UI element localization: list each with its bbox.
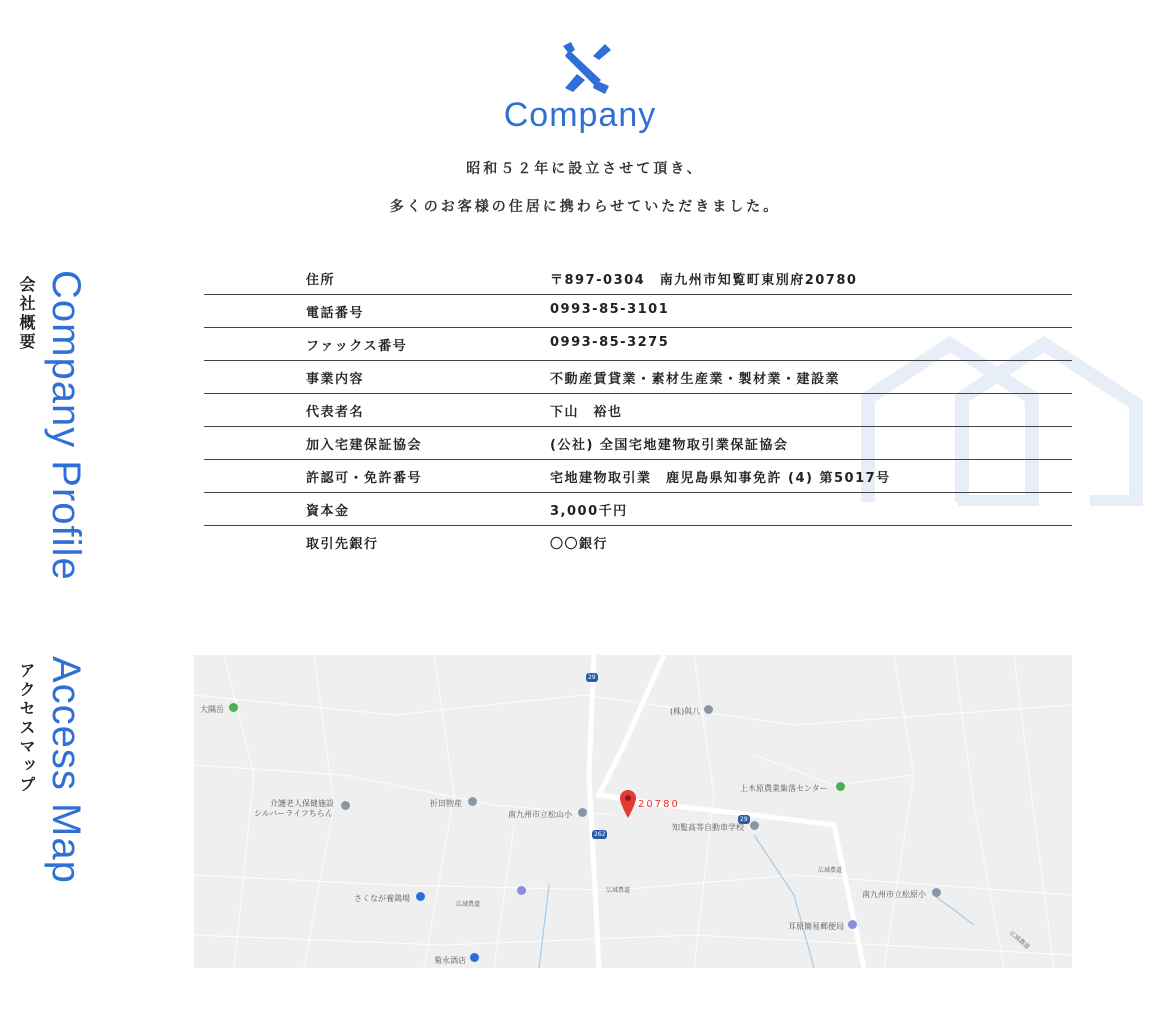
route-shield: 29 xyxy=(740,816,748,823)
row-value: 0993-85-3101 xyxy=(550,302,670,317)
map-place-label: さくなが養鶏場 xyxy=(354,894,410,903)
section-label-company-profile-jp: 会社概要 xyxy=(17,276,36,352)
place-poi-icon[interactable] xyxy=(468,797,477,806)
route-shield: 262 xyxy=(594,831,606,838)
intro-text-line-2: 多くのお客様の住居に携わらせていただきました。 xyxy=(389,199,781,215)
school-poi-icon[interactable] xyxy=(932,888,941,897)
row-value: 不動産賃貸業・素材生産業・製材業・建設業 xyxy=(550,372,841,387)
map-road-label: 広域農道 xyxy=(606,887,631,894)
map-place-label: シルバーライフちらん xyxy=(254,809,333,818)
section-label-company-profile: Company Profile xyxy=(44,270,88,581)
row-value: 下山 裕也 xyxy=(550,405,623,420)
map-place-label: 知覧高等自動車学校 xyxy=(672,823,744,832)
table-row xyxy=(204,460,1072,493)
table-row xyxy=(204,295,1072,328)
map-place-label: 大隅岳 xyxy=(200,705,224,714)
map-place-label: 耳原簡易郵便局 xyxy=(788,922,844,931)
school-poi-icon[interactable] xyxy=(578,808,587,817)
place-poi-icon[interactable] xyxy=(836,782,845,791)
school-poi-icon[interactable] xyxy=(750,821,759,830)
row-label: 取引先銀行 xyxy=(306,537,379,552)
route-shield: 29 xyxy=(588,674,596,681)
row-label: 資本金 xyxy=(306,504,350,519)
map-place-label: 南九州市立松原小 xyxy=(862,890,926,899)
wrench-logo-icon xyxy=(555,40,615,96)
row-label: 事業内容 xyxy=(306,372,365,387)
page-title: Company xyxy=(503,96,657,134)
section-label-access-map: Access Map xyxy=(44,656,88,884)
map-place-label: 介護老人保健施設 xyxy=(270,799,334,808)
place-poi-icon[interactable] xyxy=(517,886,526,895)
map-place-label: 南九州市立松山小 xyxy=(508,810,572,819)
row-value: 〇〇銀行 xyxy=(550,537,609,552)
map-place-label: (株)與八 xyxy=(670,707,701,716)
row-label: ファックス番号 xyxy=(306,339,408,354)
pin-label: 20780 xyxy=(638,799,680,810)
row-value: (公社) 全国宅地建物取引業保証協会 xyxy=(550,438,789,453)
row-value: 0993-85-3275 xyxy=(550,335,670,350)
access-map[interactable] xyxy=(194,655,1072,968)
company-profile-table xyxy=(204,262,1072,558)
row-value: 〒897-0304 南九州市知覧町東別府20780 xyxy=(550,273,858,288)
table-row xyxy=(204,361,1072,394)
post-office-poi-icon[interactable] xyxy=(848,920,857,929)
table-row xyxy=(204,493,1072,526)
row-label: 電話番号 xyxy=(306,306,365,321)
shop-poi-icon[interactable] xyxy=(470,953,479,962)
row-label: 許認可・免許番号 xyxy=(306,471,423,486)
map-road-label: 広域農道 xyxy=(1007,929,1031,951)
table-row xyxy=(204,427,1072,460)
map-place-label: 上木原農業集落センター xyxy=(740,784,828,793)
place-poi-icon[interactable] xyxy=(341,801,350,810)
place-poi-icon[interactable] xyxy=(704,705,713,714)
row-value: 宅地建物取引業 鹿児島県知事免許 (4) 第5017号 xyxy=(550,471,891,486)
table-row xyxy=(204,526,1072,558)
intro-text-line-1: 昭和５２年に設立させて頂き、 xyxy=(466,161,704,177)
table-row xyxy=(204,328,1072,361)
row-label: 代表者名 xyxy=(306,405,365,420)
row-label: 住所 xyxy=(306,273,336,288)
section-label-access-map-jp: アクセスマップ xyxy=(17,662,36,795)
table-row xyxy=(204,394,1072,427)
map-place-label: 折田物産 xyxy=(430,799,462,808)
map-place-label: 菊永酒店 xyxy=(434,956,466,965)
row-value: 3,000千円 xyxy=(550,504,628,519)
table-row xyxy=(204,262,1072,295)
place-poi-icon[interactable] xyxy=(416,892,425,901)
park-poi-icon[interactable] xyxy=(229,703,238,712)
map-road-label: 広域農道 xyxy=(456,901,481,908)
row-label: 加入宅建保証協会 xyxy=(306,438,423,453)
map-road-label: 広域農道 xyxy=(818,867,843,874)
location-pin-icon[interactable] xyxy=(620,790,636,818)
